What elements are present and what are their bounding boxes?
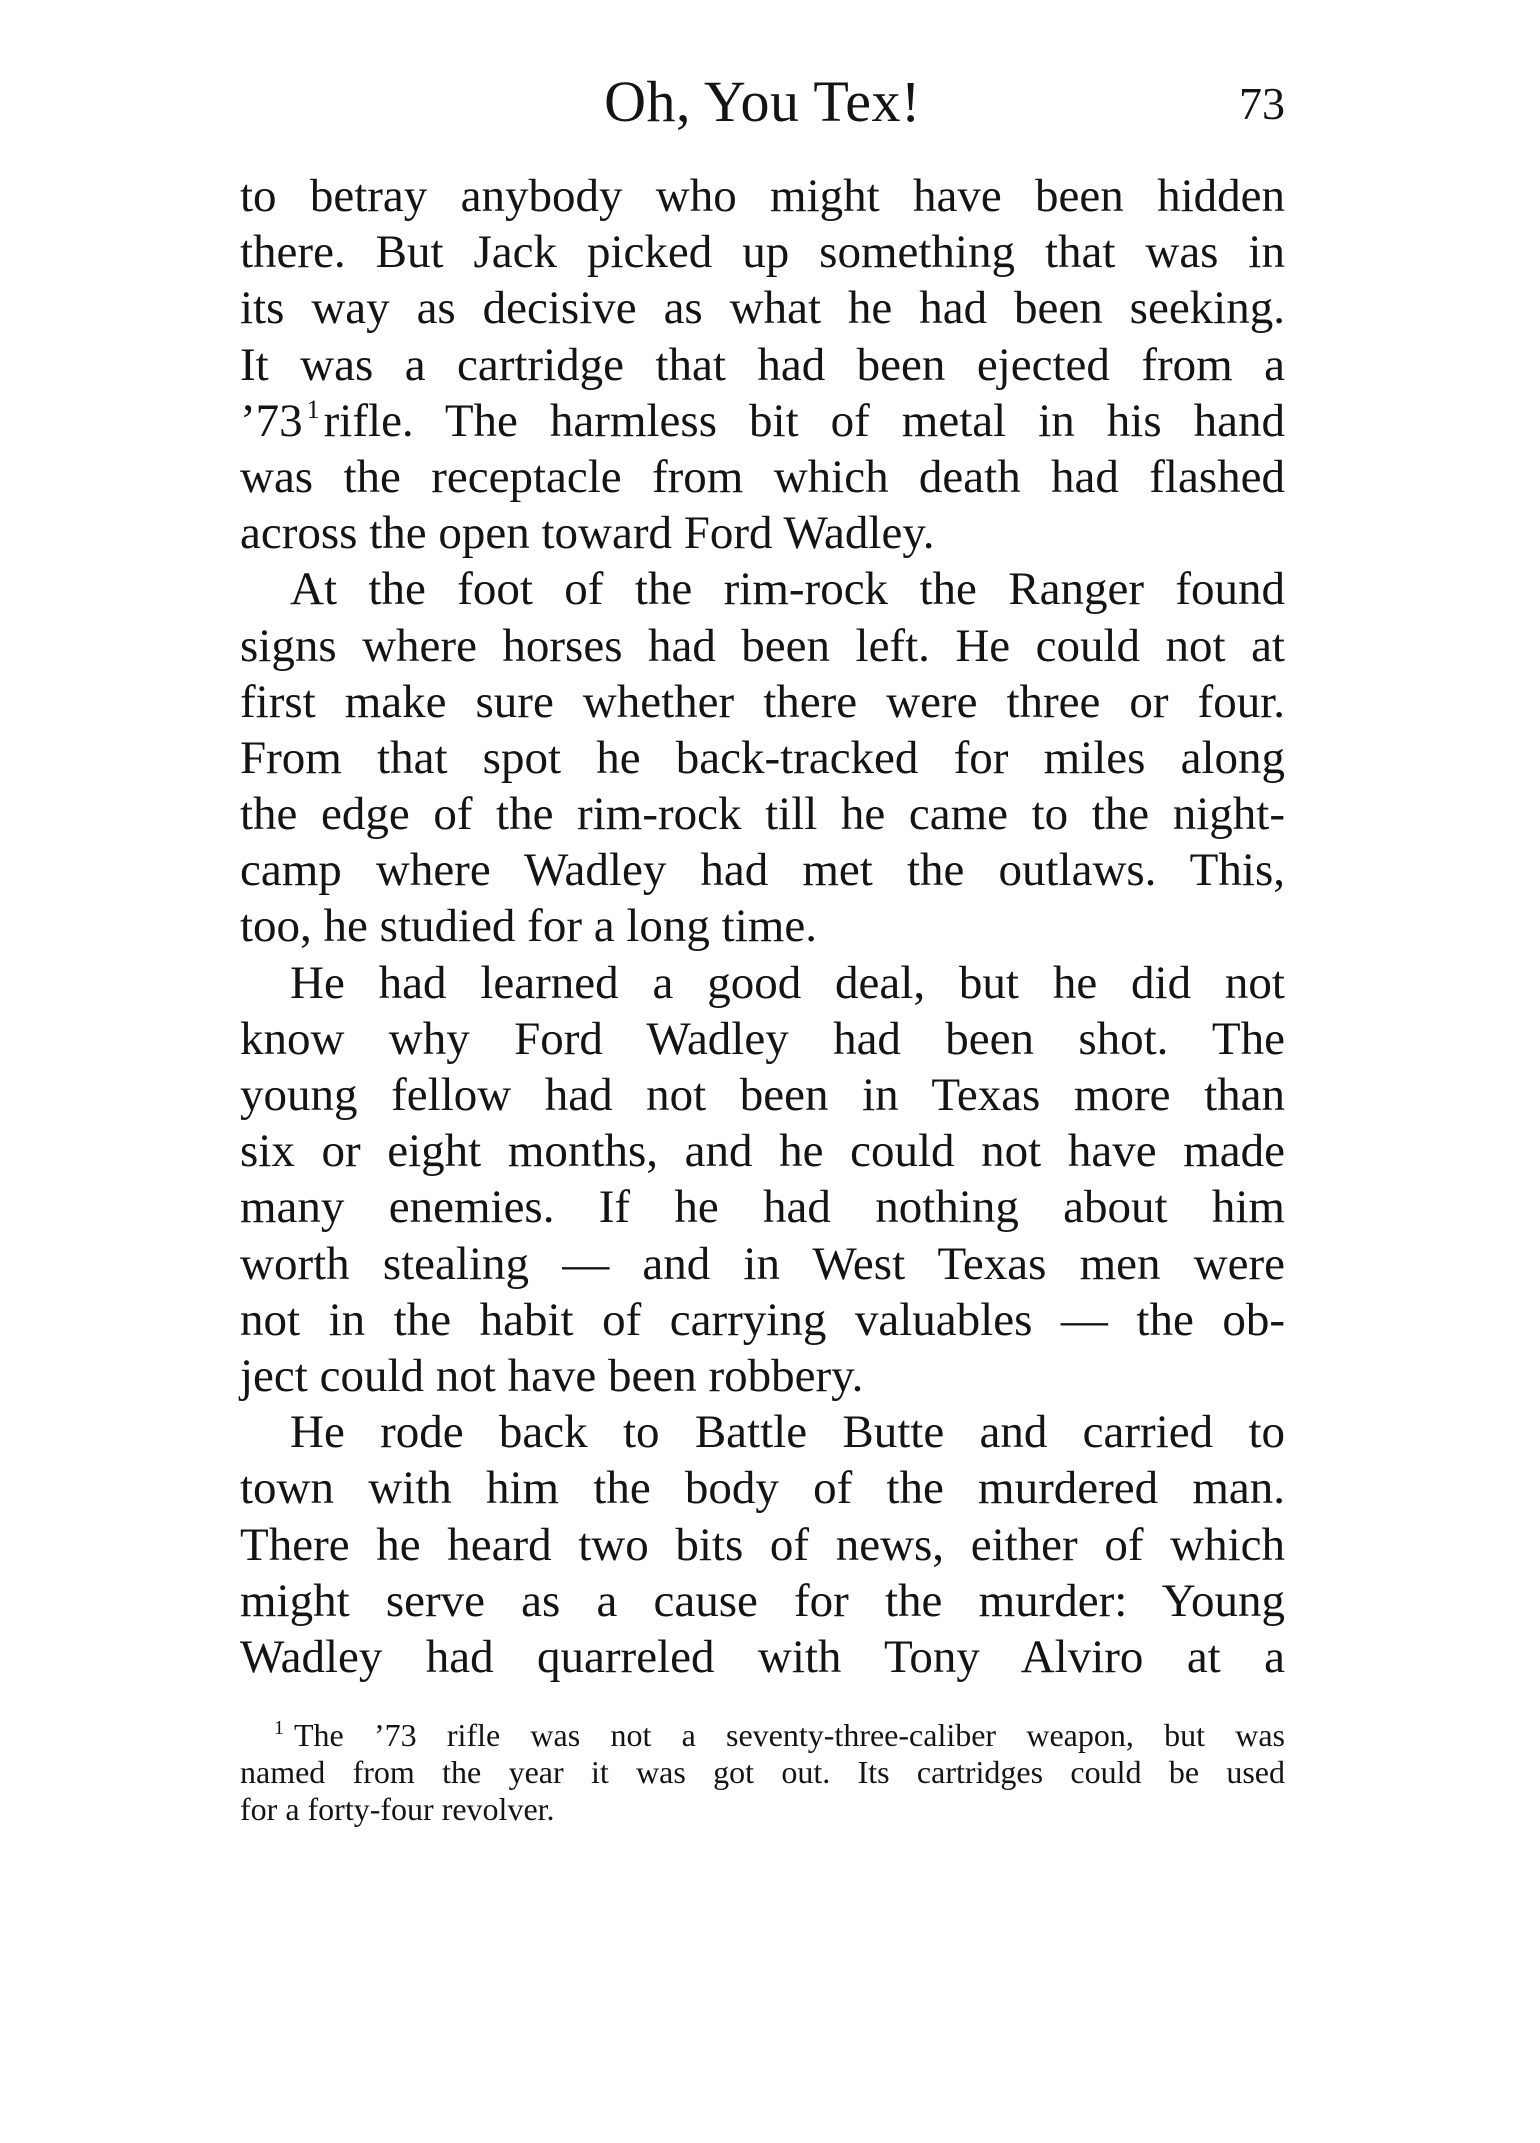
text-line: From that spot he back-tracked for miles along: [240, 731, 1285, 784]
footnote-line: [240, 1717, 1285, 1754]
text-line: many enemies. If he had nothing about him: [240, 1181, 1285, 1234]
page-number: 73: [1239, 78, 1285, 129]
text-line: six or eight months, and he could not have made: [240, 1125, 1285, 1178]
footnote-reference: 1: [306, 394, 320, 424]
text-line: its way as decisive as what he had been seeking.: [240, 282, 1285, 335]
text-fragment: rifle. The harmless bit of metal in his hand: [323, 394, 1285, 447]
running-title: Oh, You Tex!: [604, 69, 921, 134]
footnote-line: named from the year it was got out. Its cartridges could be used: [240, 1754, 1285, 1790]
text-line: not in the habit of carrying valuables — the ob-: [240, 1293, 1285, 1346]
text-line: know why Ford Wadley had been shot. The: [240, 1012, 1285, 1065]
text-line: At the foot of the rim-rock the Ranger found: [290, 563, 1285, 616]
text-line: He rode back to Battle Butte and carried to: [290, 1406, 1285, 1459]
text-line: worth stealing — and in West Texas men were: [240, 1237, 1285, 1290]
text-line: first make sure whether there were three or four.: [240, 675, 1285, 728]
text-line-with-footnote-ref: [240, 393, 1285, 449]
text-line: camp where Wadley had met the outlaws. This,: [240, 844, 1285, 897]
text-line: the edge of the rim-rock till he came to the night-: [240, 788, 1285, 841]
body-text: [240, 168, 1285, 1685]
text-line: might serve as a cause for the murder: Young: [240, 1574, 1285, 1627]
footnote: [240, 1717, 1285, 1828]
text-line: across the open toward Ford Wadley.: [240, 507, 935, 560]
text-line: town with him the body of the murdered man.: [240, 1462, 1285, 1515]
footnote-line: for a forty-four revolver.: [240, 1791, 555, 1827]
text-line: He had learned a good deal, but he did not: [290, 956, 1285, 1009]
text-line: too, he studied for a long time.: [240, 900, 817, 953]
running-head: [240, 62, 1285, 142]
text-line: ject could not have been robbery.: [240, 1349, 864, 1402]
text-line: Wadley had quarreled with Tony Alviro at a: [240, 1630, 1285, 1683]
footnote-marker: 1: [274, 1717, 284, 1739]
text-line: young fellow had not been in Texas more than: [240, 1069, 1285, 1121]
text-line: to betray anybody who might have been hidden: [240, 170, 1285, 222]
text-line: was the receptacle from which death had flashed: [240, 450, 1285, 503]
text-line: It was a cartridge that had been ejected from a: [240, 338, 1285, 391]
footnote-text: The ’73 rifle was not a seventy-three-caliber weapon, but was: [294, 1717, 1285, 1753]
text-line: There he heard two bits of news, either of which: [240, 1518, 1285, 1571]
text-fragment: ’73: [240, 394, 303, 447]
text-line: there. But Jack picked up something that was in: [240, 226, 1285, 279]
text-line: signs where horses had been left. He could not at: [240, 619, 1285, 672]
